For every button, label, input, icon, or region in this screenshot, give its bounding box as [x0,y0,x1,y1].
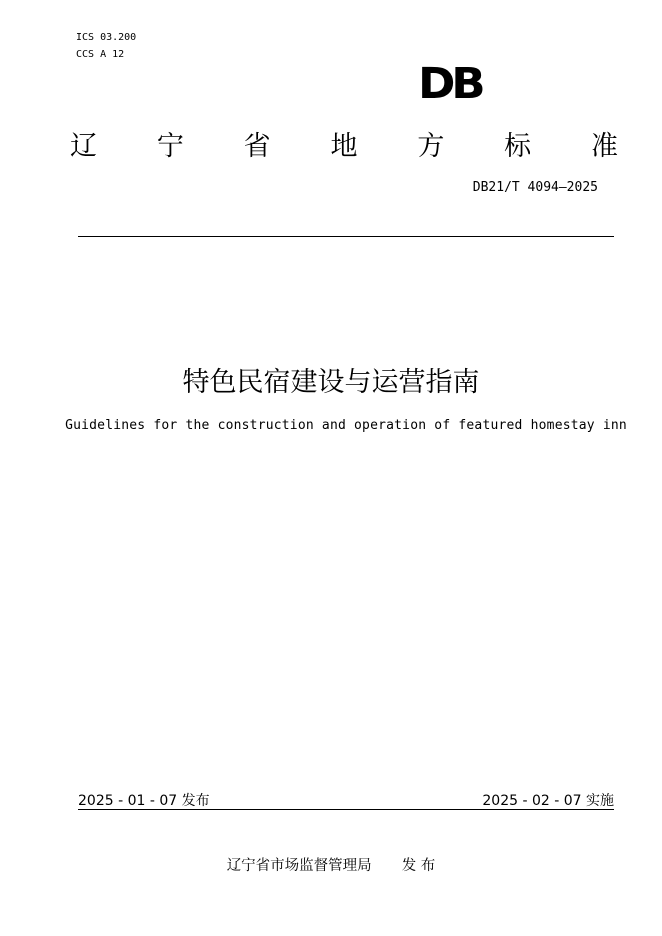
standard-title-char: 省 [243,131,271,162]
standard-title-char: 准 [590,131,618,162]
document-title: 特色民宿建设与运营指南 [182,367,480,398]
standard-title-char: 方 [417,131,445,162]
standard-title-char: 辽 [70,131,97,162]
issuer-name: 辽宁省市场监督管理局 [226,858,372,874]
db-logo: DB [418,59,482,109]
implementation-date: 2025 - 02 - 07 实施 [482,793,614,809]
ccs-code: CCS A 12 [76,49,125,60]
ics-code: ICS 03.200 [76,32,137,43]
issuer-line [0,854,662,875]
standard-title-char: 宁 [156,131,184,162]
document-subtitle: Guidelines for the construction and operation of featured homestay inn [65,418,627,433]
standard-number: DB21/T 4094—2025 [472,180,598,195]
standard-title-char: 地 [330,131,358,162]
issue-date: 2025 - 01 - 07 发布 [78,793,210,809]
bottom-divider [78,809,614,810]
standard-title-char: 标 [504,131,532,162]
standard-type-title [70,124,618,163]
top-divider [78,236,614,237]
issuer-action: 发 布 [401,858,436,874]
